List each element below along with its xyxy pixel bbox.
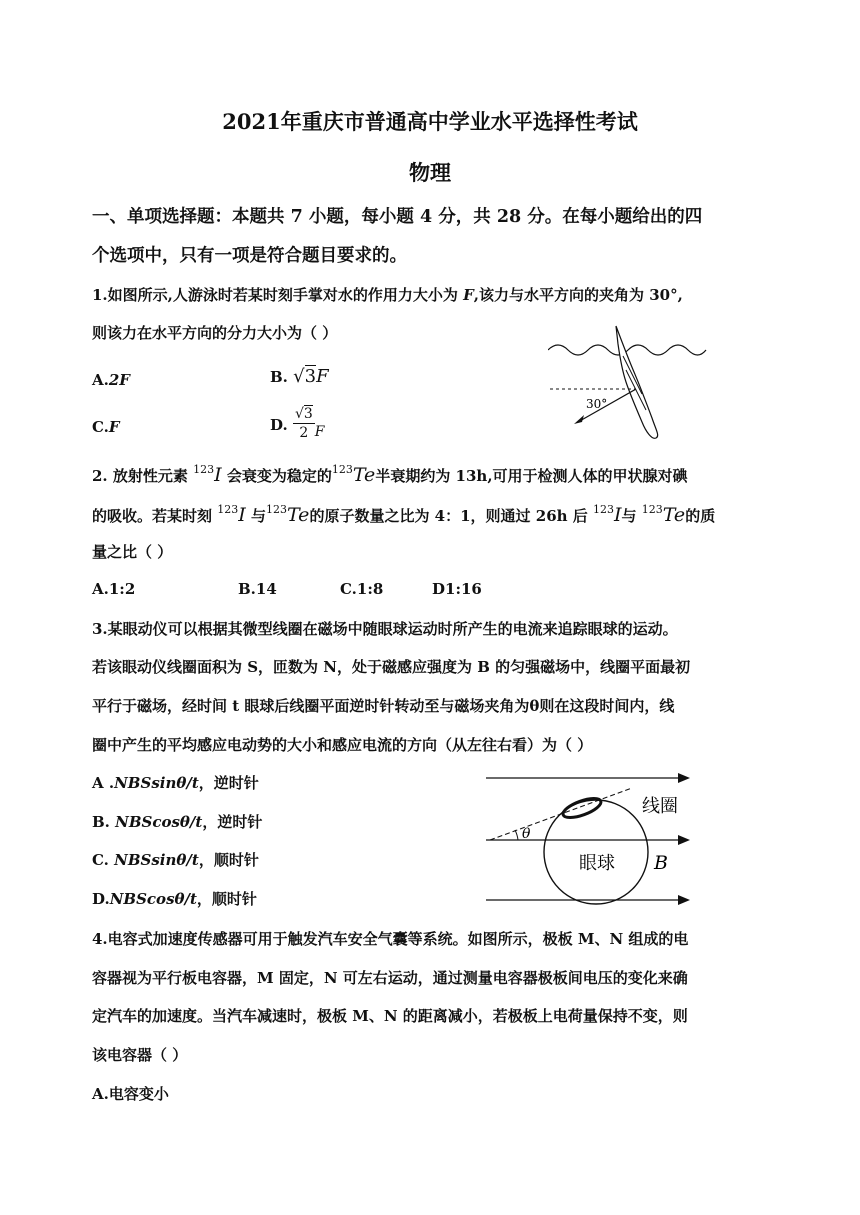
q3-option-c-expr: NBSsinθ/t — [114, 851, 199, 869]
q3-stem-line3: 平行于磁场，经时间 t 眼球后线圈平面逆时针转动至与磁场夹角为θ则在这段时间内，线 — [92, 697, 675, 715]
coil-label: 线圈 — [642, 796, 678, 817]
q2-option-d: D1:16 — [432, 580, 482, 598]
q1-option-c-label: C. — [92, 418, 109, 436]
q2-iodine-mass-2: 123 — [217, 503, 239, 516]
q1-option-d-denominator: 2 — [299, 425, 309, 441]
q1-option-d — [270, 405, 325, 442]
hand-outline — [616, 326, 658, 438]
q1-var-f: F — [463, 286, 474, 304]
q2-tellurium-mass: 123 — [331, 463, 353, 476]
q3-option-d-dir: ，顺时针 — [196, 890, 257, 908]
q1-option-b-radical: √3F — [293, 366, 329, 387]
coil-plane-dashed-line — [490, 788, 632, 840]
q1-option-d-fraction: $\frac{√3}{2}$ — [294, 406, 313, 441]
q2-tellurium-mass-3: 123 — [641, 503, 663, 516]
q1-option-b-var: F — [316, 366, 329, 387]
eyeball-circle — [544, 800, 648, 904]
q3-stem-line1: 3.某眼动仪可以根据其微型线圈在磁场中随眼球运动时所产生的电流来追踪眼球的运动。 — [92, 620, 678, 638]
angle-label: 30° — [586, 397, 608, 411]
q3-option-c-label: C. — [92, 851, 115, 869]
section-heading-line2: 个选项中，只有一项是符合题目要求的。 — [92, 246, 407, 266]
q1-option-a-value: 2F — [108, 371, 130, 389]
q3-option-c-dir: ，顺时针 — [198, 851, 259, 869]
q2-tellurium-mass-2: 123 — [265, 503, 287, 516]
q2-iodine-symbol: I — [214, 464, 222, 486]
q1-option-c — [92, 418, 120, 436]
field-arrow-top — [678, 773, 690, 783]
q1-option-d-var: F — [314, 423, 325, 440]
exam-title: 2021年重庆市普通高中学业水平选择性考试 — [222, 109, 638, 134]
q4-option-a: A.电容变小 — [92, 1085, 169, 1103]
q2-text-c: 半衰期约为 13h,可用于检测人体的甲状腺对碘 — [375, 467, 688, 485]
q3-stem-line2: 若该眼动仪线圈面积为 S，匝数为 N，处于磁感应强度为 B 的匀强磁场中，线圈平面最初 — [92, 658, 691, 676]
q4-stem-line2: 容器视为平行板电容器，M 固定，N 可左右运动，通过测量电容器极板间电压的变化来确 — [92, 969, 688, 987]
q3-option-b — [92, 811, 262, 832]
eyeball-label: 眼球 — [579, 853, 615, 874]
q3-eyeball-figure — [482, 766, 702, 908]
q3-option-a-expr: NBSsinθ/t — [114, 774, 199, 792]
q2-text-g: 与 — [621, 507, 642, 525]
q3-option-d — [92, 888, 257, 909]
q1-option-b-label: B. — [270, 368, 288, 386]
q1-stem-line2: 则该力在水平方向的分力大小为（ ） — [92, 324, 338, 342]
q1-option-a — [92, 371, 130, 389]
q1-stem-line1 — [92, 284, 683, 305]
q1-swimming-hand-figure — [548, 322, 713, 442]
coil-ellipse — [561, 795, 603, 822]
q4-stem-line4: 该电容器（ ） — [92, 1046, 188, 1064]
q2-text-a: 2. 放射性元素 — [92, 467, 194, 485]
section-heading-line1: 一、单项选择题：本题共 7 小题，每小题 4 分，共 28 分。在每小题给出的四 — [92, 207, 703, 227]
q2-tellurium-symbol-3: Te — [662, 504, 686, 526]
q2-stem-line1 — [92, 463, 688, 486]
q4-stem-line3: 定汽车的加速度。当汽车减速时，极板 M、N 的距离减小，若极板上电荷量保持不变，则 — [92, 1007, 688, 1025]
q3-option-d-label: D. — [92, 890, 110, 908]
q1-stem-text-b: ,该力与水平方向的夹角为 30°, — [473, 286, 683, 304]
q2-text-d: 的吸收。若某时刻 — [92, 507, 218, 525]
q3-option-a-label: A . — [92, 774, 115, 792]
q1-option-b — [270, 366, 329, 387]
q3-option-a — [92, 772, 259, 793]
q1-option-d-numerator: 3 — [303, 406, 313, 422]
q2-option-b: B.14 — [238, 580, 277, 598]
q2-text-f: 的原子数量之比为 4：1，则通过 26h 后 — [309, 507, 593, 525]
field-b-label: B — [654, 852, 668, 874]
q3-option-c — [92, 849, 259, 870]
q2-tellurium-symbol-2: Te — [286, 504, 310, 526]
q3-option-b-label: B. — [92, 813, 116, 831]
q2-text-h: 的质 — [685, 507, 716, 525]
q3-option-b-dir: ，逆时针 — [202, 813, 263, 831]
q4-stem-line1: 4.电容式加速度传感器可用于触发汽车安全气囊等系统。如图所示，极板 M、N 组成的电 — [92, 930, 689, 948]
q2-text-e: 与 — [245, 507, 266, 525]
q2-tellurium-symbol: Te — [352, 464, 376, 486]
q2-iodine-symbol-2: I — [238, 504, 246, 526]
q2-iodine-symbol-3: I — [613, 504, 622, 526]
q2-text-b: 会衰变为稳定的 — [221, 467, 332, 485]
q2-option-c: C.1:8 — [340, 580, 384, 598]
q1-option-c-value: F — [108, 418, 120, 436]
q3-option-d-expr: NBScosθ/t — [109, 890, 197, 908]
q2-iodine-mass: 123 — [193, 463, 215, 476]
q2-stem-line2 — [92, 503, 715, 526]
q3-option-a-dir: ，逆时针 — [198, 774, 259, 792]
force-arrow-head — [574, 415, 584, 424]
theta-arc — [515, 830, 518, 840]
q1-option-a-label: A. — [92, 371, 109, 389]
field-arrow-middle — [678, 835, 690, 845]
subject-title: 物理 — [409, 160, 451, 185]
q2-option-a: A.1:2 — [92, 580, 136, 598]
q1-stem-text-a: 1.如图所示,人游泳时若某时刻手掌对水的作用力大小为 — [92, 286, 464, 304]
q1-option-d-label: D. — [270, 415, 288, 434]
theta-label: θ — [522, 826, 531, 842]
q2-stem-line3: 量之比（ ） — [92, 543, 173, 561]
q3-option-b-expr: NBScosθ/t — [115, 813, 203, 831]
q2-iodine-mass-3: 123 — [592, 503, 614, 516]
field-arrow-bottom — [678, 895, 690, 905]
q3-stem-line4: 圈中产生的平均感应电动势的大小和感应电流的方向（从左往右看）为（ ） — [92, 736, 593, 754]
